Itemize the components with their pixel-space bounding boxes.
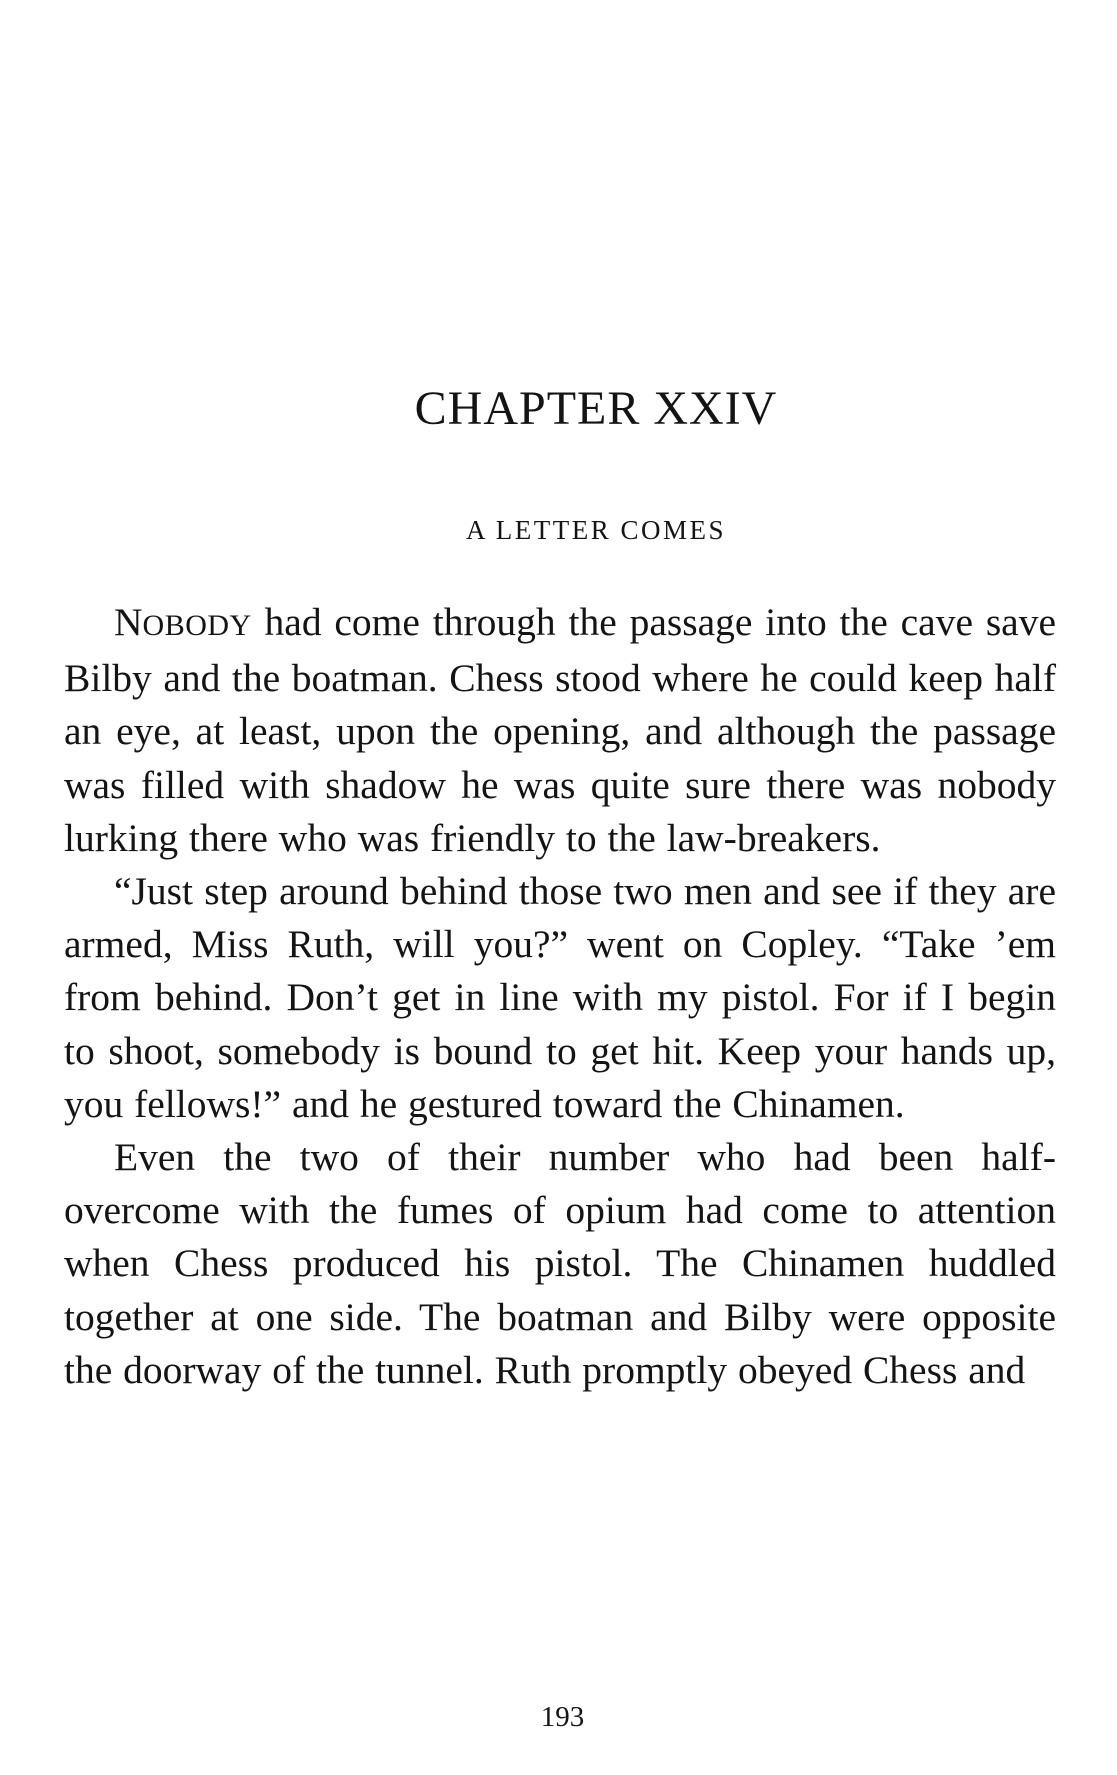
body-text bbox=[64, 596, 1056, 1397]
small-caps-first-letter: N bbox=[114, 600, 143, 644]
page-number: 193 bbox=[540, 1701, 585, 1733]
paragraph-2: “Just step around behind those two men and see if they are armed, Miss Ruth, will you?” went on Copley. “Take ’em from behind. Don’t get in line with my pistol. For if I begin to shoot, somebody is bound to get hit. Keep your hands up, you fellows!” and he gestured toward the Chinamen. bbox=[64, 869, 1056, 1126]
small-caps-word-rest: OBODY bbox=[142, 609, 252, 642]
paragraph-1-text: had come through the passage into the cave save Bilby and the boatman. Chess stood where he could keep half an eye, at least, upon the opening, and although the passage was filled with shadow he was quite sure there was nobody lurking there who was friendly to the law-breakers. bbox=[64, 600, 1056, 860]
paragraph-1 bbox=[64, 596, 1056, 865]
chapter-title: CHAPTER XXIV bbox=[414, 382, 778, 435]
paragraph-3: Even the two of their number who had been half-overcome with the fumes of opium had come to attention when Chess produced his pistol. The Chinamen huddled together at one side. The boatman and Bilby were opposite the doorway of the tunnel. Ruth promptly obeyed Chess and bbox=[64, 1135, 1056, 1392]
chapter-subtitle: A LETTER COMES bbox=[465, 515, 726, 545]
